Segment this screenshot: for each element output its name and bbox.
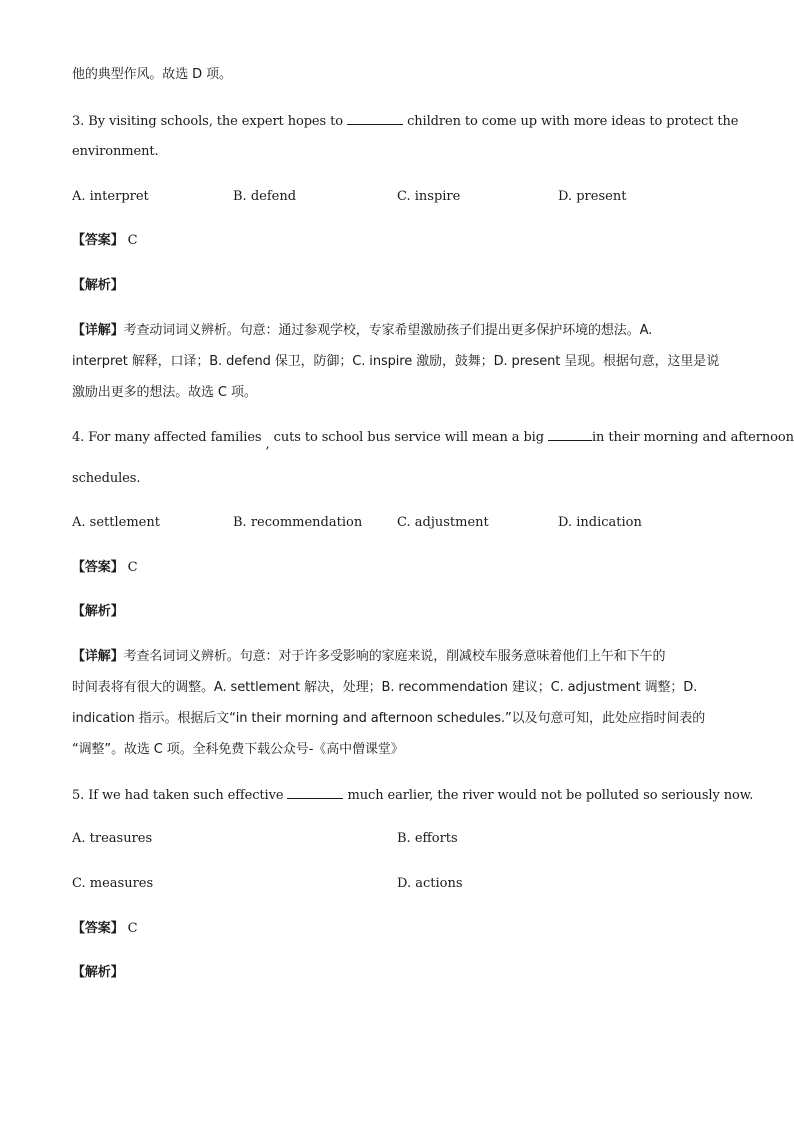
question-5-answer <box>72 920 138 938</box>
question-3-detail-line-1 <box>72 322 652 340</box>
question-4-text-b: cuts to school bus service will mean a big <box>273 430 544 445</box>
question-4-detail-line-4: “调整”。故选 C 项。全科免费下载公众号-《高中僧课堂》 <box>72 742 404 757</box>
question-4-blank <box>548 428 592 441</box>
question-4-option-c: C. adjustment <box>397 515 489 530</box>
detail-text: 考查动词词义辨析。句意：通过参观学校，专家希望激励孩子们提出更多保护环境的想法。A. <box>123 323 653 338</box>
question-5-blank <box>287 786 343 799</box>
answer-value: C <box>127 233 138 248</box>
answer-tag: 【答案】 <box>72 560 124 575</box>
question-3-blank <box>347 112 403 125</box>
question-3-stem <box>72 112 738 131</box>
answer-value: C <box>127 560 138 575</box>
question-3-option-c: C. inspire <box>397 189 461 204</box>
question-3-detail-line-2: interpret 解释，口译；B. defend 保卫，防御；C. inspire 激励，鼓舞；D. present 呈现。根据句意，这里是说 <box>72 354 720 369</box>
question-4-stem <box>72 428 794 452</box>
question-4-detail-line-3: indication 指示。根据后文“in their morning and afternoon schedules.”以及句意可知，此处应指时间表的 <box>72 711 706 726</box>
question-3-text-b: children to come up with more ideas to protect the <box>407 114 739 129</box>
question-3-answer <box>72 232 138 250</box>
analysis-tag: 【解析】 <box>72 604 124 619</box>
question-3-analysis-tag <box>72 277 124 295</box>
question-5-stem <box>72 786 753 805</box>
question-5-analysis-tag <box>72 964 124 982</box>
question-3-stem-cont: environment. <box>72 144 159 159</box>
question-3-option-a: A. interpret <box>72 189 149 204</box>
question-4-detail-line-1 <box>72 648 665 666</box>
text-line: 他的典型作风。故选 D 项。 <box>72 67 232 82</box>
question-3-text-a: 3. By visiting schools, the expert hopes to <box>72 114 343 129</box>
answer-tag: 【答案】 <box>72 921 124 936</box>
question-3-detail-line-3: 激励出更多的想法。故选 C 项。 <box>72 385 257 400</box>
analysis-tag: 【解析】 <box>72 965 124 980</box>
question-5-option-c: C. measures <box>72 876 154 891</box>
question-5-option-a: A. treasures <box>72 831 153 846</box>
question-4-detail-line-2: 时间表将有很大的调整。A. settlement 解决，处理；B. recommendation 建议；C. adjustment 调整；D. <box>72 680 698 695</box>
detail-tag: 【详解】 <box>72 649 124 664</box>
question-4-option-a: A. settlement <box>72 515 160 530</box>
question-4-answer <box>72 559 138 577</box>
analysis-tag: 【解析】 <box>72 278 124 293</box>
detail-text: 考查名词词义辨析。句意：对于许多受影响的家庭来说，削减校车服务意味着他们上午和下午的 <box>123 649 666 664</box>
question-4-option-d: D. indication <box>558 515 642 530</box>
detail-tag: 【详解】 <box>72 323 124 338</box>
answer-value: C <box>127 921 138 936</box>
answer-tag: 【答案】 <box>72 233 124 248</box>
question-4-stem-cont: schedules. <box>72 471 141 486</box>
question-5-option-d: D. actions <box>397 876 463 891</box>
question-4-text-a: 4. For many affected families <box>72 430 262 445</box>
question-3-option-b: B. defend <box>233 189 297 204</box>
question-3-option-d: D. present <box>558 189 627 204</box>
question-4-analysis-tag <box>72 603 124 621</box>
question-5-text-b: much earlier, the river would not be polluted so seriously now. <box>347 788 754 803</box>
question-4-text-c: in their morning and afternoon <box>592 430 794 445</box>
question-4-comma: , <box>265 437 270 452</box>
question-5-option-b: B. efforts <box>397 831 458 846</box>
question-4-option-b: B. recommendation <box>233 515 363 530</box>
question-5-text-a: 5. If we had taken such effective <box>72 788 284 803</box>
